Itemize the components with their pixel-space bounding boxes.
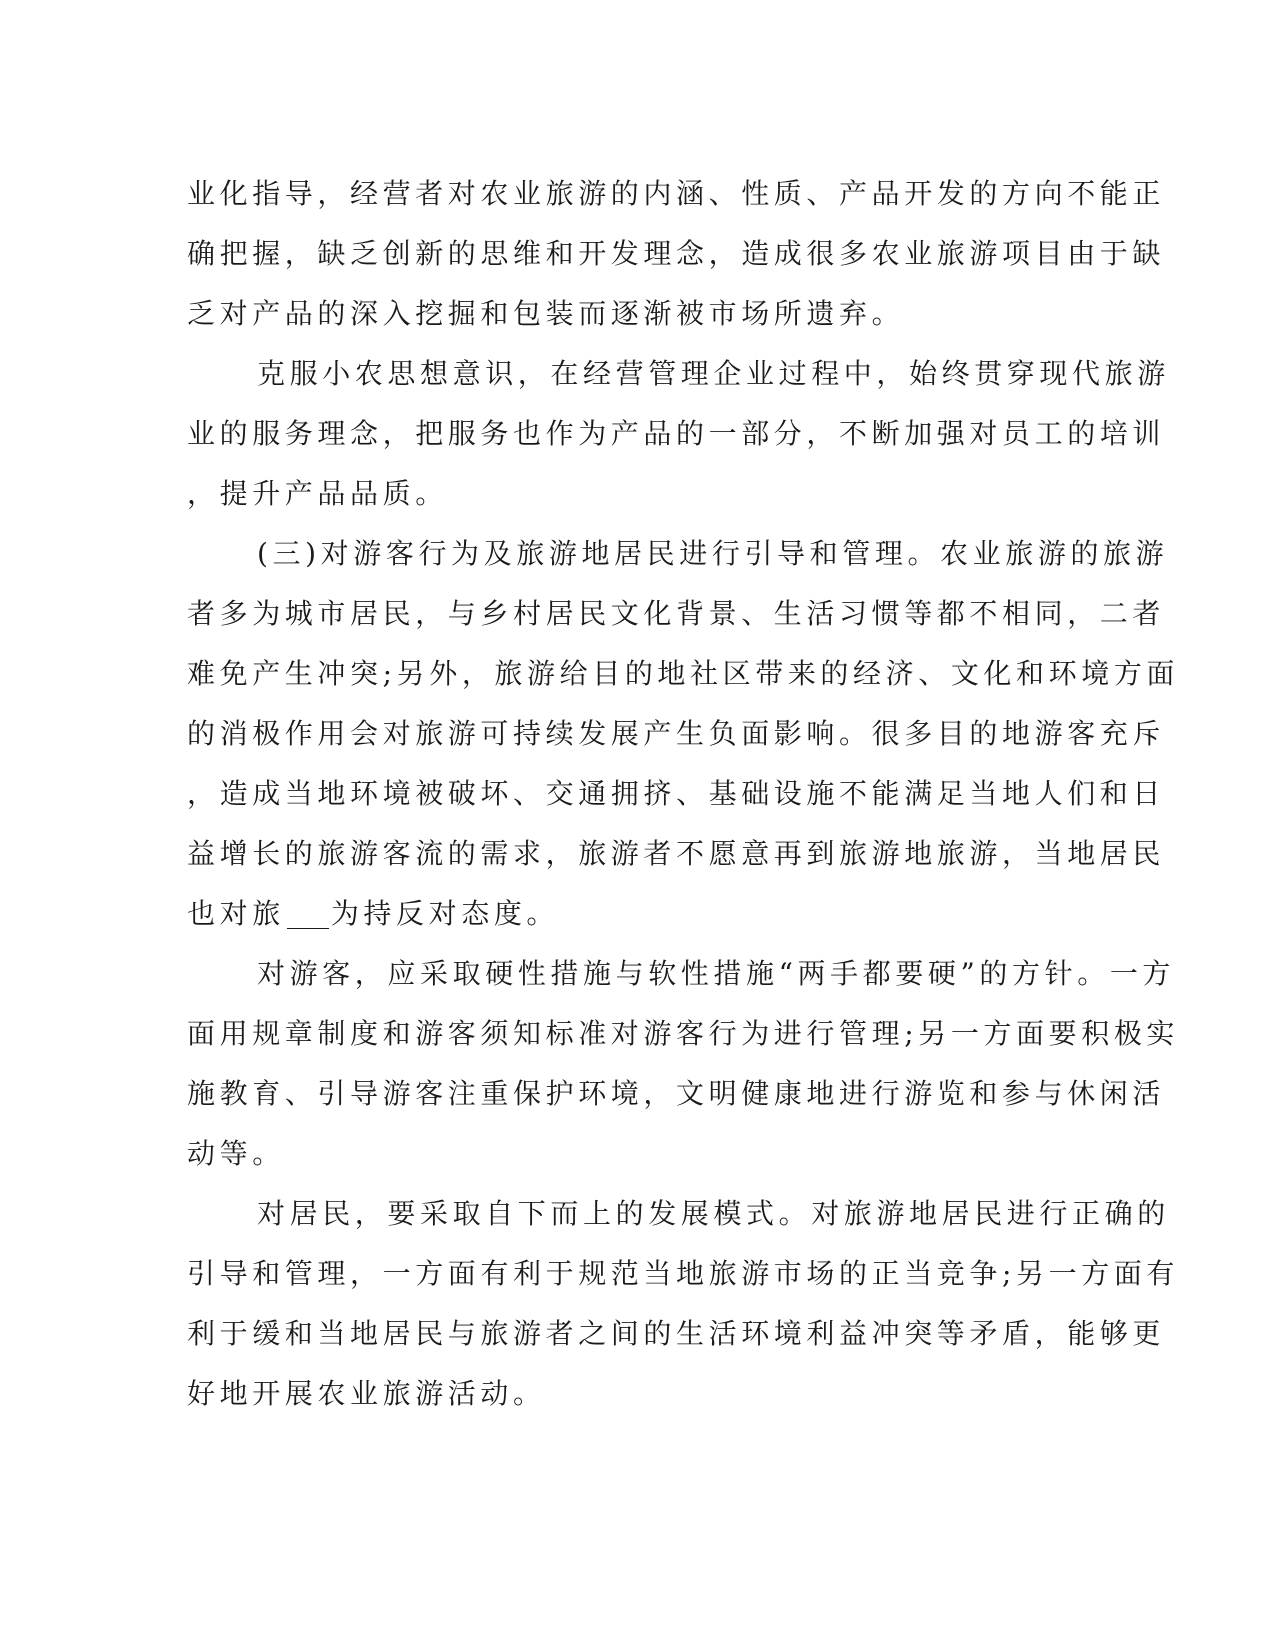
text-line: 好地开展农业旅游活动。	[187, 1377, 546, 1410]
text-line: 动等。	[187, 1137, 285, 1170]
text-line: 对游客，应采取硬性措施与软性措施“两手都要硬”的方针。一方	[257, 957, 1176, 990]
text-line: ，提升产品品质。	[187, 477, 448, 510]
text-line: 乏对产品的深入挖掘和包装而逐渐被市场所遗弃。	[187, 297, 905, 330]
text-line: 克服小农思想意识，在经营管理企业过程中，始终贯穿现代旅游	[257, 357, 1170, 390]
text-line: 施教育、引导游客注重保护环境，文明健康地进行游览和参与休闲活	[187, 1077, 1166, 1110]
section-heading-line: (三)对游客行为及旅游地居民进行引导和管理。农业旅游的旅游	[257, 537, 1169, 570]
text-line: 难免产生冲突;另外，旅游给目的地社区带来的经济、文化和环境方面	[187, 657, 1180, 690]
text-line: 面用规章制度和游客须知标准对游客行为进行管理;另一方面要积极实	[187, 1017, 1180, 1050]
text-line-with-blank	[187, 884, 1067, 944]
text-line: 对居民，要采取自下而上的发展模式。对旅游地居民进行正确的	[257, 1197, 1170, 1230]
text-line: 利于缓和当地居民与旅游者之间的生活环境利益冲突等矛盾，能够更	[187, 1317, 1166, 1350]
text-line: 者多为城市居民，与乡村居民文化背景、生活习惯等都不相同，二者	[187, 597, 1166, 630]
blank-underline	[287, 927, 329, 929]
text-line: 业的服务理念，把服务也作为产品的一部分，不断加强对员工的培训	[187, 417, 1166, 450]
text-line: 益增长的旅游客流的需求，旅游者不愿意再到旅游地旅游，当地居民	[187, 837, 1166, 870]
text-line: 确把握，缺乏创新的思维和开发理念，造成很多农业旅游项目由于缺	[187, 237, 1166, 270]
text-line: 业化指导，经营者对农业旅游的内涵、性质、产品开发的方向不能正	[187, 177, 1166, 210]
text-line: 引导和管理，一方面有利于规范当地旅游市场的正当竞争;另一方面有	[187, 1257, 1180, 1290]
text-fragment: 为持反对态度。	[330, 897, 560, 930]
document-body	[187, 164, 1180, 1424]
text-fragment: 也对旅	[187, 897, 285, 930]
text-line: 的消极作用会对旅游可持续发展产生负面影响。很多目的地游客充斥	[187, 717, 1166, 750]
text-line: ，造成当地环境被破坏、交通拥挤、基础设施不能满足当地人们和日	[187, 777, 1166, 810]
